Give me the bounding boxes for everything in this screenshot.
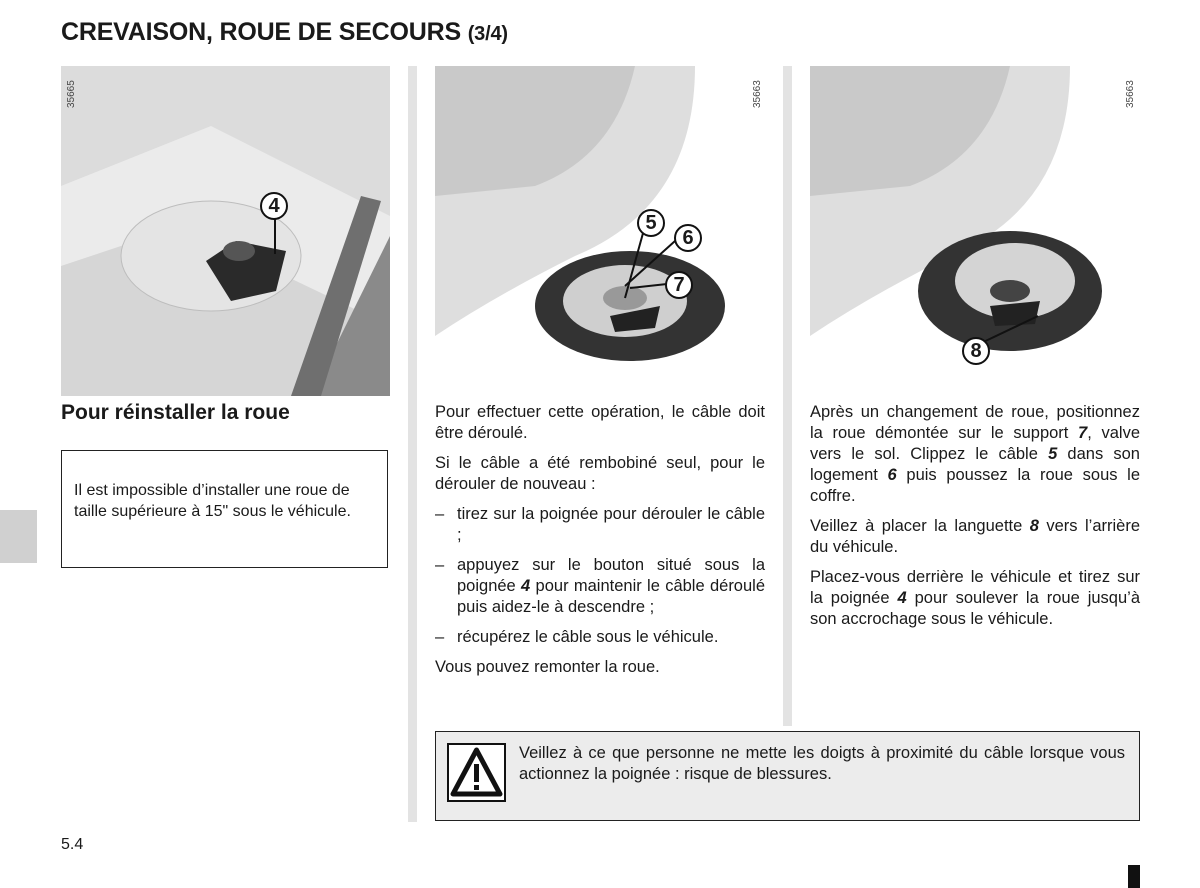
- end-marker: [1128, 865, 1140, 888]
- column-separator-2: [783, 66, 792, 726]
- paragraph: Placez-vous derrière le véhicule et tirez sur la poignée 4 pour soulever la roue jusqu’à son accrochage sous le véhicule.: [810, 568, 1140, 628]
- list-item: [435, 627, 765, 648]
- note-text: Il est impossible d’installer une roue de taille supérieure à 15" sous le véhicule.: [74, 482, 351, 520]
- reference-number: 5: [1048, 445, 1058, 463]
- page-number: 5.4: [61, 836, 84, 853]
- dash-marker: –: [435, 505, 445, 523]
- figure-wheel-cable: [435, 66, 765, 366]
- reference-number: 4: [521, 577, 531, 595]
- reference-number: 7: [1078, 424, 1088, 442]
- paragraph: Pour effectuer cette opération, le câble doit être déroulé.: [435, 403, 765, 442]
- section-heading: Pour réinstaller la roue: [61, 401, 290, 424]
- paragraph: Après un changement de roue, positionnez la roue démontée sur le support 7, valve vers le sol. Clippez le câble 5 dans son logement 6 puis poussez la roue sous le coffre.: [810, 403, 1141, 505]
- list-item-text: tirez sur la poignée pour dérouler le câble ;: [457, 505, 765, 544]
- paragraph: Si le câble a été rembobiné seul, pour le dérouler de nouveau :: [435, 454, 765, 493]
- dash-marker: –: [435, 628, 445, 646]
- reference-number: 8: [1029, 517, 1039, 535]
- callout-7: 7: [665, 271, 693, 299]
- callout-4: 4: [260, 192, 288, 220]
- figure-wheel-tab: [810, 66, 1140, 366]
- title-part: (3/4): [467, 23, 508, 45]
- section-tab: [0, 510, 37, 563]
- page-title: [61, 18, 508, 47]
- callout-5: 5: [637, 209, 665, 237]
- title-text: CREVAISON, ROUE DE SECOURS: [61, 18, 461, 46]
- list-item-text: appuyez sur le bouton situé sous la poignée 4 pour maintenir le câble déroulé puis aidez-le à descendre ;: [457, 556, 766, 616]
- list-item: [435, 504, 765, 546]
- figure-code-left: 35665: [66, 80, 77, 108]
- paragraph: Vous pouvez remonter la roue.: [435, 658, 660, 676]
- callout-6: 6: [674, 224, 702, 252]
- middle-column-text: [435, 402, 765, 687]
- warning-box: [435, 731, 1140, 821]
- warning-triangle-icon: [447, 743, 506, 802]
- paragraph: Veillez à placer la languette 8 vers l’arrière du véhicule.: [810, 517, 1140, 556]
- column-separator-1: [408, 66, 417, 822]
- list-item: [435, 555, 765, 618]
- callout-8: 8: [962, 337, 990, 365]
- figure-trunk-handle: [61, 66, 390, 396]
- reference-number: 4: [897, 589, 907, 607]
- list-item-text: récupérez le câble sous le véhicule.: [457, 628, 719, 646]
- dash-marker: –: [435, 556, 445, 574]
- figure-code-middle: 35663: [752, 80, 763, 108]
- warning-text: Veillez à ce que personne ne mette les doigts à proximité du câble lorsque vous actionnez la poignée : risque de blessures.: [519, 744, 1125, 783]
- reference-number: 6: [887, 466, 897, 484]
- figure-code-right: 35663: [1125, 80, 1136, 108]
- note-box: [61, 450, 388, 568]
- right-column-text: [810, 402, 1140, 639]
